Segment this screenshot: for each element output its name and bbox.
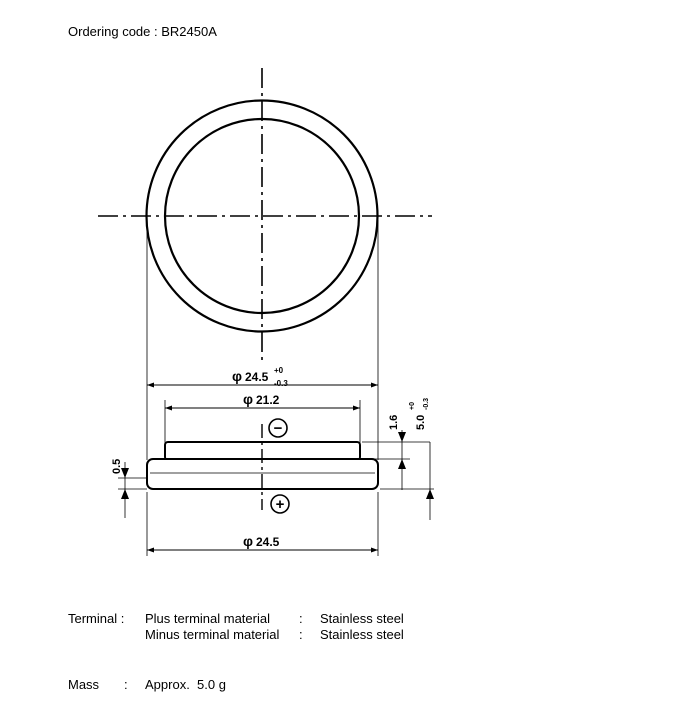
total-tol-plus: +0 <box>409 402 416 410</box>
mass-label: Mass <box>68 677 100 692</box>
minus-material-colon: : <box>299 627 303 642</box>
plus-symbol: + <box>275 496 285 513</box>
total-tol-minus: -0.3 <box>423 397 430 410</box>
plus-material-value: Stainless steel <box>320 611 404 626</box>
ordering-code: Ordering code : BR2450A <box>68 24 217 39</box>
phi-symbol-2: φ <box>243 391 254 407</box>
plus-material-label: Plus terminal material <box>145 611 270 626</box>
outer-tol-minus: -0.3 <box>274 379 288 388</box>
minus-material-value: Stainless steel <box>320 627 404 642</box>
mass-value: Approx. 5.0 g <box>145 677 226 692</box>
terminal-label: Terminal : <box>68 611 125 626</box>
outer-tol-plus: +0 <box>274 366 284 375</box>
phi-symbol-3: φ <box>243 533 254 549</box>
flange-height-label: 0.5 <box>111 458 123 474</box>
mass-colon: : <box>124 677 128 692</box>
minus-symbol: − <box>273 420 283 437</box>
plus-material-colon: : <box>299 611 303 626</box>
total-height-label: 5.0 <box>415 414 427 430</box>
minus-material-label: Minus terminal material <box>145 627 280 642</box>
outer-diameter-label: 24.5 <box>245 370 269 384</box>
inner-diameter-label: 21.2 <box>256 393 280 407</box>
phi-symbol-1: φ <box>232 368 243 384</box>
step-height-label: 1.6 <box>388 414 400 430</box>
bottom-diameter-label: 24.5 <box>256 535 280 549</box>
